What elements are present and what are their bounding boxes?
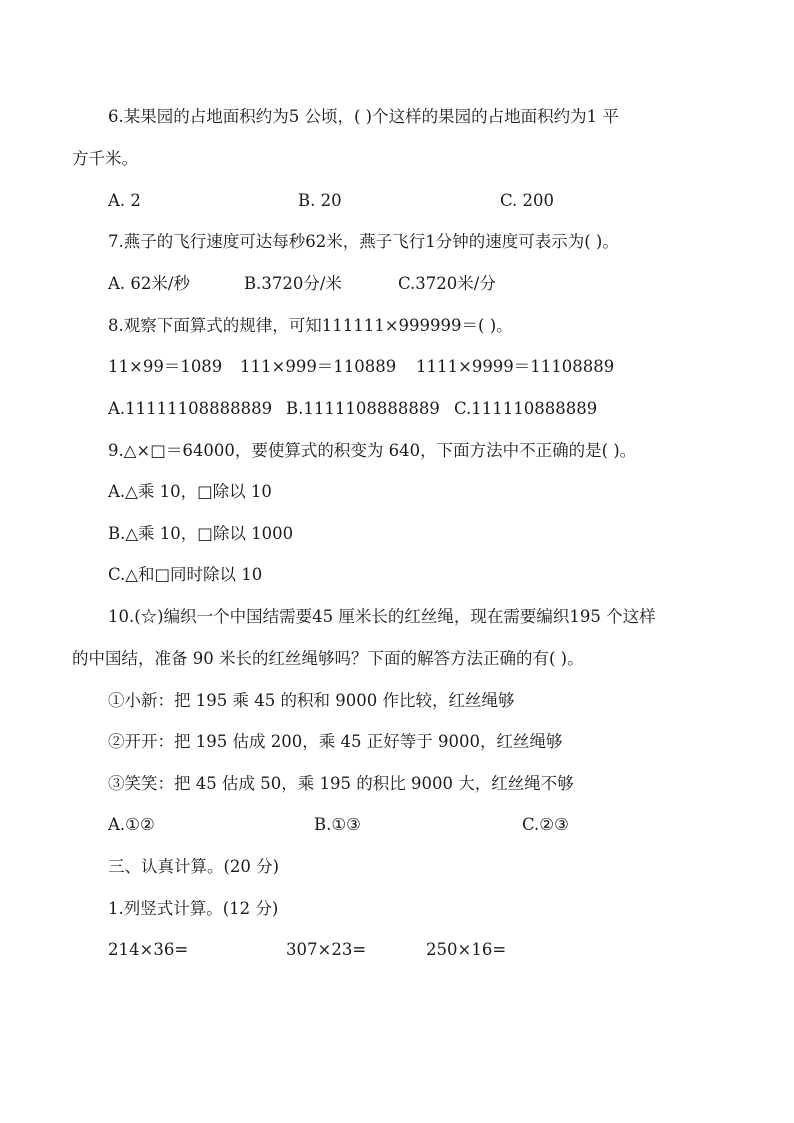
q9-option-b: B.△乘 10，□除以 1000 bbox=[108, 524, 294, 543]
q8-example-3: 1111×9999＝11108889 bbox=[416, 357, 615, 376]
q10-option-c: C.②③ bbox=[522, 815, 569, 834]
q8-option-b: B.1111108888889 bbox=[286, 399, 440, 418]
calc-expr-3: 250×16= bbox=[426, 940, 507, 959]
section3-title: 三、认真计算。(20 分) bbox=[108, 857, 280, 876]
q10-item-1: ①小新：把 195 乘 45 的积和 9000 作比较，红丝绳够 bbox=[108, 691, 515, 710]
section3-sub1: 1.列竖式计算。(12 分) bbox=[108, 899, 279, 918]
q7-line1: 7.燕子的飞行速度可达每秒62米，燕子飞行1分钟的速度可表示为( )。 bbox=[108, 232, 619, 251]
q10-item-3: ③笑笑：把 45 估成 50，乘 195 的积比 9000 大，红丝绳不够 bbox=[108, 774, 574, 793]
calc-expr-2: 307×23= bbox=[286, 940, 367, 959]
q9-line1: 9.△×□＝64000，要使算式的积变为 640，下面方法中不正确的是( )。 bbox=[108, 441, 637, 460]
q10-line2: 的中国结，准备 90 米长的红丝绳够吗？下面的解答方法正确的有( )。 bbox=[72, 649, 584, 668]
q10-option-a: A.①② bbox=[108, 815, 155, 834]
q6-option-c: C. 200 bbox=[500, 191, 555, 210]
q9-option-c: C.△和□同时除以 10 bbox=[108, 565, 263, 584]
q6-option-a: A. 2 bbox=[108, 191, 141, 210]
q8-line1: 8.观察下面算式的规律，可知111111×999999＝( )。 bbox=[108, 316, 513, 335]
q10-line1: 10.(☆)编织一个中国结需要45 厘米长的红丝绳，现在需要编织195 个这样 bbox=[108, 607, 656, 626]
calc-expr-1: 214×36= bbox=[108, 940, 189, 959]
q8-example-1: 11×99＝1089 bbox=[108, 357, 223, 376]
q8-example-2: 111×999＝110889 bbox=[240, 357, 397, 376]
q7-option-b: B.3720分/米 bbox=[244, 274, 342, 293]
q7-option-a: A. 62米/秒 bbox=[108, 274, 190, 293]
q6-line2: 方千米。 bbox=[72, 149, 138, 168]
q8-option-c: C.111110888889 bbox=[454, 399, 598, 418]
q10-item-2: ②开开：把 195 估成 200，乘 45 正好等于 9000，红丝绳够 bbox=[108, 732, 563, 751]
q7-option-c: C.3720米/分 bbox=[398, 274, 496, 293]
q10-option-b: B.①③ bbox=[314, 815, 361, 834]
q6-line1: 6.某果园的占地面积约为5 公顷，( )个这样的果园的占地面积约为1 平 bbox=[108, 107, 619, 126]
q8-option-a: A.11111108888889 bbox=[108, 399, 273, 418]
q6-option-b: B. 20 bbox=[298, 191, 342, 210]
q9-option-a: A.△乘 10，□除以 10 bbox=[108, 482, 272, 501]
